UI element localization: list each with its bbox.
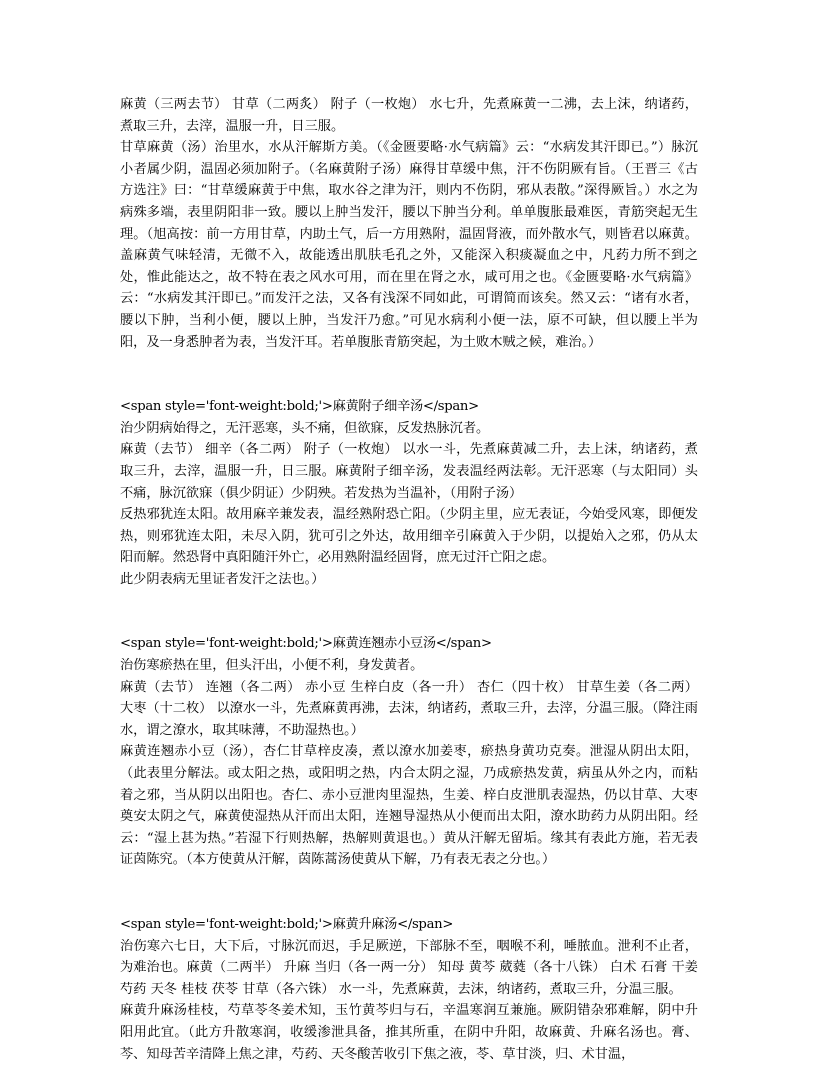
section-heading: <span style='font-weight:bold;'>麻黄连翘赤小豆汤</span> [120,636,492,652]
recipe-text: 麻黄（三两去节） 甘草（二两炙） 附子（一枚炮） 水七升，先煮麻黄一二沸，去上沫，纳诸药，煮取三升，去滓，温服一升，日三服。 [120,97,698,134]
recipe-text: 麻黄（去节） 细辛（各二两） 附子（一枚炮） 以水一斗，先煮麻黄减二升，去上沫，纳诸药，煮取三升，去滓，温服一升，日三服。麻黄附子细辛汤，发表温经两法彰。无汗恶寒（与太阳同）头不痛，脉沉欲寐（俱少阴证）少阴殃。若发热为当温补，（用附子汤） [120,442,698,501]
section-mahuang-shengma [120,914,698,1065]
section-spacer [120,353,698,396]
section-mahuang-fuzi-gancao [120,94,698,353]
recipe-text: 麻黄（去节） 连翘（各二两） 赤小豆 生梓白皮（各一升） 杏仁（四十枚） 甘草生姜（各二两） 大枣（十二枚） 以潦水一斗，先煮麻黄再沸，去沫，纳诸药，煮取三升，去滓，分温三服。（降注雨水，谓之潦水，取其味薄，不助湿热也。） [120,679,698,738]
indication-text: 治少阴病始得之，无汗恶寒，头不痛，但欲寐，反发热脉沉者。 [120,420,490,436]
section-spacer [120,871,698,914]
section-mahuang-fuzi-xixin [120,396,698,590]
section-heading: <span style='font-weight:bold;'>麻黄升麻汤</span> [120,917,454,932]
indication-text: 治伤寒瘀热在里，但头汗出，小便不利，身发黄者。 [120,658,424,674]
section-mahuang-lianqiao [120,633,698,871]
commentary-text: 反热邪犹连太阳。故用麻辛兼发表，温经熟附恐亡阳。（少阴主里，应无表证，今始受风寒，即便发热，则邪犹连太阳，未尽入阴，犹可引之外达，故用细辛引麻黄入于少阴，以提始入之邪，仍从太阳而解。然恐肾中真阳随汗外亡，必用熟附温经固肾，庶无过汗亡阳之虑。 [120,507,698,566]
section-heading: <span style='font-weight:bold;'>麻黄附子细辛汤</span> [120,399,479,415]
verse-commentary: 甘草麻黄（汤）治里水，水从汗解斯方美。（《金匮要略·水气病篇》云：“水病发其汗即已。”）脉沉小者属少阴，温固必须加附子。（名麻黄附子汤）麻得甘草缓中焦，汗不伤阴厥有旨。（王晋三《古方选注》曰：“甘草缓麻黄于中焦，取水谷之津为汗，则内不伤阴，邪从表散。”深得厥旨。）水之为病殊多端，表里阴阳非一致。腰以上肿当发汗，腰以下肿当分利。单单腹胀最难医，青筋突起无生理。（旭高按：前一方用甘草，内助土气，后一方用熟附，温固肾液，而外散水气，则皆君以麻黄。盖麻黄气味轻清，无微不入，故能透出肌肤毛孔之外，又能深入积痰凝血之中，凡药力所不到之处，惟此能达之，故不特在表之风水可用，而在里在肾之水，咸可用之也。《金匮要略·水气病篇》云：“水病发其汗即已。”而发汗之法，又各有浅深不同如此，可谓简而该矣。然又云：“诸有水者，腰以下肿，当利小便，腰以上肿，当发汗乃愈。”可见水病利小便一法，原不可缺，但以腰上半为阳，及一身悉肿者为表，当发汗耳。若单腹胀青筋突起，为土败木贼之候，难治。） [120,140,698,350]
document-page [120,94,698,1065]
verse-commentary: 麻黄升麻汤桂枝，芍草苓冬姜术知，玉竹黄芩归与石，辛温寒润互兼施。厥阴错杂邪难解，阴中升阳用此宜。（此方升散寒润，收缓渗泄具备，推其所重，在阴中升阳，故麻黄、升麻名汤也。膏、芩、知母苦辛清降上焦之津，芍药、天冬酸苦收引下焦之液，苓、草甘淡，归、术甘温， [120,1003,698,1062]
indication-recipe-text: 治伤寒六七日，大下后，寸脉沉而迟，手足厥逆，下部脉不至，咽喉不利，唾脓血。泄利不止者，为难治也。麻黄（二两半） 升麻 当归（各一两一分） 知母 黄芩 葳蕤（各十八铢） 白术 石膏 干姜 芍药 天冬 桂枝 茯苓 甘草（各六铢） 水一斗，先煮麻黄，去沫，纳诸药，煮取三升，分温三服。 [120,938,698,997]
section-spacer [120,590,698,633]
commentary-closing: 此少阴表病无里证者发汗之法也。） [120,571,325,587]
verse-commentary: 麻黄连翘赤小豆（汤），杏仁甘草梓皮凑，煮以潦水加姜枣，瘀热身黄功克奏。泄湿从阴出太阳，（此表里分解法。或太阳之热，或阳明之热，内合太阴之湿，乃成瘀热发黄，病虽从外之内，而粘着之邪，当从阴以出阳也。杏仁、赤小豆泄肉里湿热，生姜、梓白皮泄肌表湿热，仍以甘草、大枣奠安太阴之气，麻黄使湿热从汗而出太阳，连翘导湿热从小便而出太阳，潦水助药力从阴出阳。经云：“湿上甚为热。”若湿下行则热解，热解则黄退也。）黄从汗解无留垢。缘其有表此方施，若无表证茵陈究。（本方使黄从汗解，茵陈蒿汤使黄从下解，乃有表无表之分也。） [120,744,698,868]
